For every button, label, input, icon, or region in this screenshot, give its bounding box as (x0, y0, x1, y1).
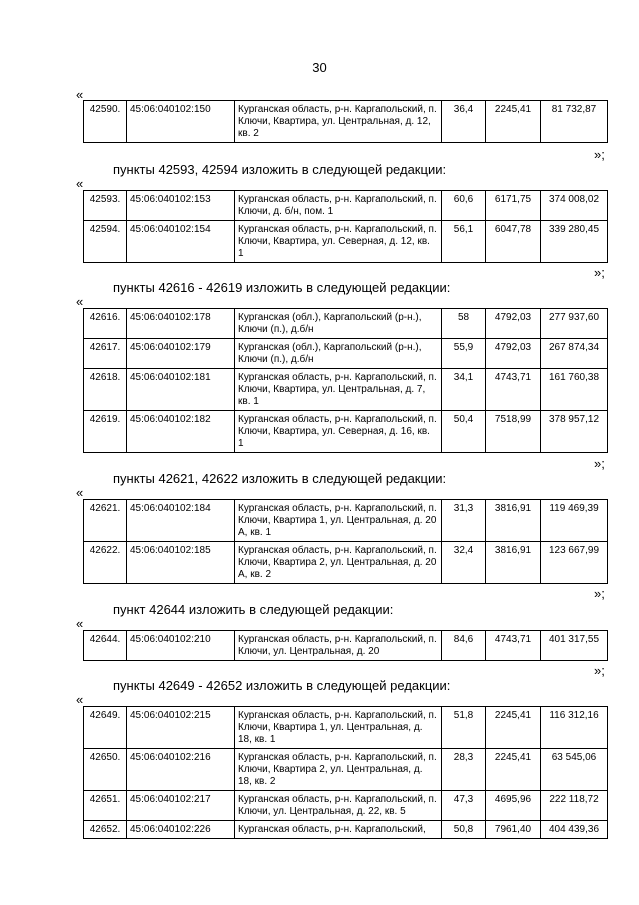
area: 28,3 (442, 749, 486, 791)
value: 81 732,87 (541, 101, 608, 143)
area: 36,4 (442, 101, 486, 143)
cadastral-number: 45:06:040102:154 (127, 221, 235, 263)
registry-table (83, 630, 608, 661)
address: Курганская область, р-н. Каргапольский, п. Ключи, Квартира 2, ул. Центральная, д. 18, кв. 2 (235, 749, 442, 791)
value: 63 545,06 (541, 749, 608, 791)
area: 50,4 (442, 411, 486, 453)
rate: 7518,99 (486, 411, 541, 453)
address: Курганская область, р-н. Каргапольский, п. Ключи, Квартира, ул. Центральная, д. 7, кв. 1 (235, 369, 442, 411)
registry-table (83, 308, 608, 453)
row-number: 42616. (84, 309, 127, 339)
area: 60,6 (442, 191, 486, 221)
area: 55,9 (442, 339, 486, 369)
quote-close: »; (594, 586, 605, 601)
cadastral-number: 45:06:040102:184 (127, 500, 235, 542)
area: 47,3 (442, 791, 486, 821)
address: Курганская область, р-н. Каргапольский, п. Ключи, Квартира 1, ул. Центральная, д. 18, кв. 1 (235, 707, 442, 749)
quote-open: « (76, 616, 84, 631)
section-intro: пункты 42593, 42594 изложить в следующей редакции: (113, 162, 447, 177)
area: 84,6 (442, 631, 486, 661)
area: 31,3 (442, 500, 486, 542)
value: 401 317,55 (541, 631, 608, 661)
quote-close: »; (594, 265, 605, 280)
quote-open: « (76, 485, 84, 500)
value: 116 312,16 (541, 707, 608, 749)
quote-open: « (76, 294, 84, 309)
cadastral-number: 45:06:040102:217 (127, 791, 235, 821)
table-row (84, 191, 608, 221)
table-row (84, 821, 608, 839)
row-number: 42617. (84, 339, 127, 369)
cadastral-number: 45:06:040102:179 (127, 339, 235, 369)
cadastral-number: 45:06:040102:150 (127, 101, 235, 143)
address: Курганская область, р-н. Каргапольский, (235, 821, 442, 839)
quote-open: « (76, 87, 84, 102)
row-number: 42650. (84, 749, 127, 791)
registry-table (83, 100, 608, 143)
address: Курганская область, р-н. Каргапольский, п. Ключи, ул. Центральная, д. 22, кв. 5 (235, 791, 442, 821)
table-row (84, 542, 608, 584)
address: Курганская область, р-н. Каргапольский, п. Ключи, Квартира 1, ул. Центральная, д. 20 А, кв. 1 (235, 500, 442, 542)
rate: 2245,41 (486, 101, 541, 143)
section-intro: пункты 42621, 42622 изложить в следующей редакции: (113, 471, 447, 486)
row-number: 42590. (84, 101, 127, 143)
row-number: 42621. (84, 500, 127, 542)
value: 339 280,45 (541, 221, 608, 263)
table-row (84, 707, 608, 749)
value: 267 874,34 (541, 339, 608, 369)
table-row (84, 101, 608, 143)
area: 51,8 (442, 707, 486, 749)
row-number: 42622. (84, 542, 127, 584)
quote-open: « (76, 692, 84, 707)
value: 404 439,36 (541, 821, 608, 839)
section-intro: пункты 42616 - 42619 изложить в следующей редакции: (113, 280, 451, 295)
section-intro: пункт 42644 изложить в следующей редакции: (113, 602, 394, 617)
address: Курганская (обл.), Каргапольский (р-н.), Ключи (п.), д.б/н (235, 309, 442, 339)
registry-table (83, 190, 608, 263)
quote-close: »; (594, 663, 605, 678)
value: 378 957,12 (541, 411, 608, 453)
cadastral-number: 45:06:040102:178 (127, 309, 235, 339)
address: Курганская (обл.), Каргапольский (р-н.), Ключи (п.), д.б/н (235, 339, 442, 369)
rate: 2245,41 (486, 749, 541, 791)
table-row (84, 791, 608, 821)
row-number: 42619. (84, 411, 127, 453)
rate: 4792,03 (486, 309, 541, 339)
address: Курганская область, р-н. Каргапольский, п. Ключи, Квартира, ул. Северная, д. 16, кв. 1 (235, 411, 442, 453)
table-row (84, 339, 608, 369)
value: 277 937,60 (541, 309, 608, 339)
rate: 2245,41 (486, 707, 541, 749)
row-number: 42649. (84, 707, 127, 749)
area: 50,8 (442, 821, 486, 839)
value: 161 760,38 (541, 369, 608, 411)
rate: 3816,91 (486, 500, 541, 542)
address: Курганская область, р-н. Каргапольский, п. Ключи, ул. Центральная, д. 20 (235, 631, 442, 661)
table-row (84, 369, 608, 411)
rate: 4743,71 (486, 369, 541, 411)
quote-close: »; (594, 456, 605, 471)
value: 374 008,02 (541, 191, 608, 221)
value: 222 118,72 (541, 791, 608, 821)
cadastral-number: 45:06:040102:181 (127, 369, 235, 411)
section-intro: пункты 42649 - 42652 изложить в следующей редакции: (113, 678, 451, 693)
row-number: 42644. (84, 631, 127, 661)
cadastral-number: 45:06:040102:215 (127, 707, 235, 749)
address: Курганская область, р-н. Каргапольский, п. Ключи, д. б/н, пом. 1 (235, 191, 442, 221)
cadastral-number: 45:06:040102:216 (127, 749, 235, 791)
table-row (84, 309, 608, 339)
row-number: 42618. (84, 369, 127, 411)
address: Курганская область, р-н. Каргапольский, п. Ключи, Квартира, ул. Центральная, д. 12, кв. 2 (235, 101, 442, 143)
area: 58 (442, 309, 486, 339)
rate: 4792,03 (486, 339, 541, 369)
rate: 4743,71 (486, 631, 541, 661)
cadastral-number: 45:06:040102:210 (127, 631, 235, 661)
row-number: 42652. (84, 821, 127, 839)
area: 56,1 (442, 221, 486, 263)
address: Курганская область, р-н. Каргапольский, п. Ключи, Квартира, ул. Северная, д. 12, кв. 1 (235, 221, 442, 263)
row-number: 42593. (84, 191, 127, 221)
table-row (84, 631, 608, 661)
cadastral-number: 45:06:040102:226 (127, 821, 235, 839)
table-row (84, 221, 608, 263)
rate: 6171,75 (486, 191, 541, 221)
cadastral-number: 45:06:040102:182 (127, 411, 235, 453)
area: 32,4 (442, 542, 486, 584)
area: 34,1 (442, 369, 486, 411)
table-row (84, 411, 608, 453)
row-number: 42594. (84, 221, 127, 263)
cadastral-number: 45:06:040102:185 (127, 542, 235, 584)
value: 123 667,99 (541, 542, 608, 584)
row-number: 42651. (84, 791, 127, 821)
address: Курганская область, р-н. Каргапольский, п. Ключи, Квартира 2, ул. Центральная, д. 20 А, кв. 2 (235, 542, 442, 584)
table-row (84, 500, 608, 542)
rate: 6047,78 (486, 221, 541, 263)
rate: 4695,96 (486, 791, 541, 821)
rate: 7961,40 (486, 821, 541, 839)
table-row (84, 749, 608, 791)
value: 119 469,39 (541, 500, 608, 542)
page-number: 30 (312, 60, 327, 75)
registry-table (83, 706, 608, 839)
quote-close: »; (594, 147, 605, 162)
registry-table (83, 499, 608, 584)
cadastral-number: 45:06:040102:153 (127, 191, 235, 221)
rate: 3816,91 (486, 542, 541, 584)
quote-open: « (76, 176, 84, 191)
